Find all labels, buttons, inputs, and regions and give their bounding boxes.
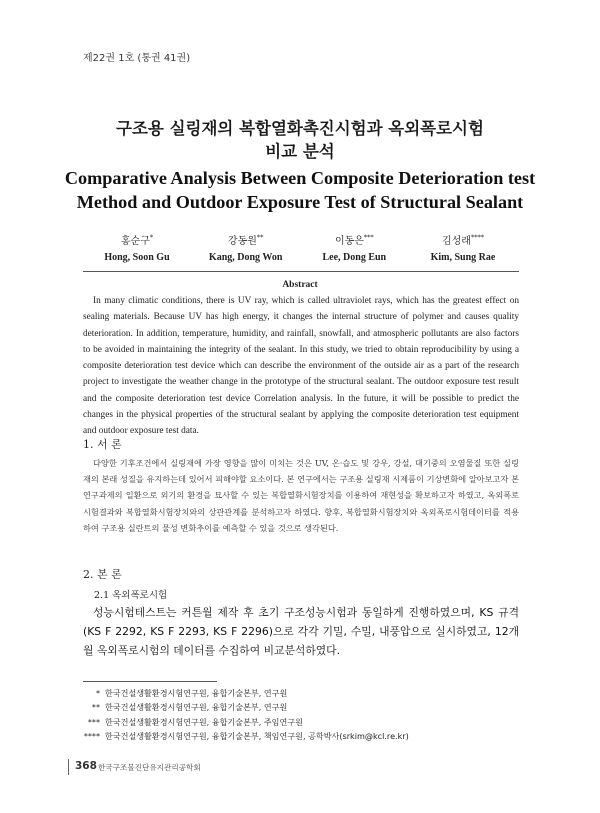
journal-name: 한국구조물진단유지관리공학회 <box>98 763 201 772</box>
footnote-divider <box>83 681 217 682</box>
author-mark: ** <box>256 233 264 242</box>
author-mark: * <box>149 233 154 242</box>
author-name-english: Hong, Soon Gu <box>104 252 170 263</box>
issue-label: 제22권 1호 (통권 41권) <box>83 53 191 64</box>
section-heading-introduction: 1. 서 론 <box>83 438 122 451</box>
footnote-text: 한국건설생활환경시험연구원, 융합기술본부, 연구원 <box>105 702 288 713</box>
subsection-heading: 2.1 옥외폭로시험 <box>94 590 168 601</box>
footnote-text: 한국건설생활환경시험연구원, 융합기술본부, 책임연구원, 공학박사(srkim@kcl.re.kr) <box>105 730 409 741</box>
page-number: 368 <box>75 760 97 772</box>
footnote <box>83 686 409 700</box>
author-name-english: Lee, Dong Eun <box>322 252 387 263</box>
author-name-korean: 홍순구 <box>120 236 150 247</box>
author <box>302 232 406 263</box>
footnote-text: 한국건설생활환경시험연구원, 융합기술본부, 주임연구원 <box>105 716 303 727</box>
author-name-korean: 이동은 <box>334 236 364 247</box>
author <box>411 232 515 263</box>
korean-title-line-2: 비교 분석 <box>265 142 335 161</box>
english-title-line-2: Method and Outdoor Exposure Test of Structural Sealant <box>76 192 524 212</box>
footnote-mark: * <box>95 688 100 698</box>
footnote-mark: **** <box>83 730 100 741</box>
footnote-text: 한국건설생활환경시험연구원, 융합기술본부, 연구원 <box>105 688 288 698</box>
footnote <box>83 729 409 743</box>
author-list <box>85 232 515 263</box>
author <box>194 232 298 263</box>
divider <box>83 271 519 272</box>
author-mark: **** <box>470 233 484 242</box>
korean-title-line-1: 구조용 실링재의 복합열화촉진시험과 옥외폭로시험 <box>116 119 484 138</box>
abstract-text: In many climatic conditions, there is UV ray, which is called ultraviolet rays, which has the greatest effect on sealing materials. Because UV has high energy, it changes the internal structure of polymer and causes quality deterioration. In addition, temperature, humidity, and rainfall, snowfall, and atmospheric pollutants are also factors to be avoided in maintaining the integrity of the sealant. In this study, we tried to obtain reproducibility by using a composite deterioration test device which can describe the environment of the outside air as a part of the research project to investigate the weather change in the prototype of the structural sealant. The outdoor exposure test result and the composite deterioration test device Correlation analysis. In the future, it will be possible to predict the changes in the physical properties of the structural sealant by applying the composite deterioration test equipment and outdoor exposure test data. <box>83 296 519 437</box>
page-number-bar <box>68 759 69 775</box>
author-name-english: Kang, Dong Won <box>208 252 283 263</box>
footnote-mark: *** <box>87 716 100 727</box>
author-mark: *** <box>363 233 374 242</box>
author-name-english: Kim, Sung Rae <box>430 252 496 263</box>
author <box>85 232 189 263</box>
abstract-heading: Abstract <box>282 280 318 290</box>
footnote <box>83 715 409 729</box>
author-name-korean: 강동원 <box>227 236 257 247</box>
footnote <box>83 700 409 714</box>
footnotes <box>83 686 409 743</box>
english-title-line-1: Comparative Analysis Between Composite Deterioration test <box>64 168 536 188</box>
section-heading-body: 2. 본 론 <box>83 568 122 581</box>
author-name-korean: 김성래 <box>441 236 471 247</box>
introduction-paragraph: 다양한 기후조건에서 실링재에 가장 영향을 많이 미치는 것은 UV, 온·습도 및 강우, 강설, 대기중의 오염물질 또한 실링재의 본래 성질을 유지하는데 있어서 피해야할 요소이다. 본 연구에서는 구조용 실링재 시제품이 기상변화에 알아보고자 본 연구과제의 일환으로 외기의 환경을 묘사할 수 있는 복합열화시험장치를 이용하여 재현성을 확보하고자 하였고, 옥외폭로시험결과와 복합열화시험장치와의 상관관계를 분석하고자 하였다. 향후, 복합열화시험장치와 옥외폭로시험데이터를 적용하여 구조용 실란트의 물성 변화추이를 예측할 수 있을 것으로 생각된다. <box>83 458 519 533</box>
footnote-mark: ** <box>91 702 100 713</box>
subsection-paragraph: 성능시험테스트는 커튼월 제작 후 초기 구조성능시험과 동일하게 진행하였으며, KS 규격(KS F 2292, KS F 2293, KS F 2296)으로 각각 기밀, 수밀, 내풍압으로 실시하였고, 12개월 옥외폭로시험의 데이터를 수집하여 비교분석하였다. <box>83 606 519 657</box>
